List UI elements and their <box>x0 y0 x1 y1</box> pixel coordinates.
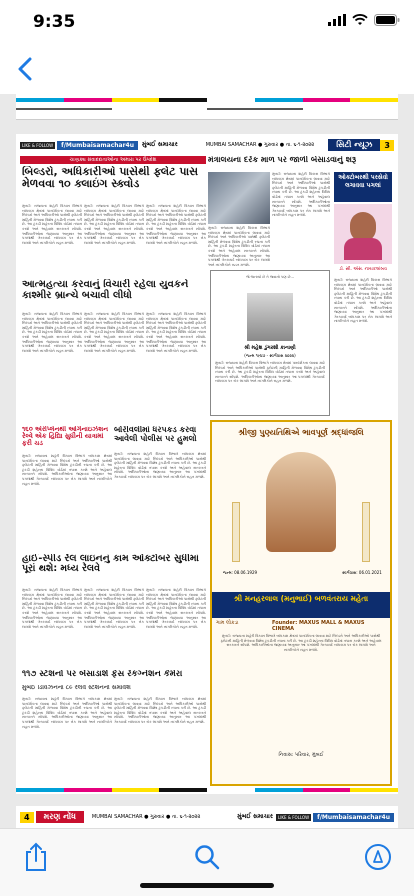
facebook-icon: f <box>317 813 320 821</box>
paper-name: મુંબઈ સમાચાર <box>142 141 178 148</box>
obituary-dates: (જન્મ ૧૯૪૭ - સ્વર્ગવાસ ૨૦૨૨) <box>244 353 296 358</box>
obituary-box <box>210 270 330 416</box>
article-text: મુંબઈ: રાજ્યના શહેરી વિકાસ વિભાગે બાંધકામ ક્ષેત્રમાં પારદર્શકતા લાવવા માટે બિલ્ડરો અને અધિકારીઓ પાસેથી ફ્લેટની માહિતી મેળવવા વિશેષ ટુકડીની રચના કરી છે. આ ટુકડી શહેરના વિવિધ વોર્ડમાં તપાસ કરશે અને અહેવાલ સરકારને સોંપશે. અધિકારીઓના જણાવ્યા અનુસાર આ પગલાંથી ગેરકાયદે બાંધકામ પર રોક લાગશે અને નાગરિકોને રાહત મળશે. <box>22 454 112 486</box>
news-photo <box>208 172 270 224</box>
article-text: મુંબઈ: રાજ્યના શહેરી વિકાસ વિભાગે બાંધકામ ક્ષેત્રમાં પારદર્શકતા લાવવા માટે બિલ્ડરો અને અધિકારીઓ પાસેથી ફ્લેટની માહિતી મેળવવા વિશેષ ટુકડીની રચના કરી છે. આ ટુકડી શહેરના વિવિધ વોર્ડમાં તપાસ કરશે અને અહેવાલ સરકારને સોંપશે. અધિકારીઓના જણાવ્યા અનુસાર આ પગલાંથી ગેરકાયદે બાંધકામ પર રોક લાગશે અને નાગરિકોને રાહત મળશે. <box>114 452 206 479</box>
status-time: 9:35 <box>33 12 76 32</box>
tribute-left-date: જન્મ: 08.06.1929 <box>222 570 258 575</box>
bottom-toolbar <box>0 828 414 896</box>
section-title: સિટી ન્યૂઝ <box>328 139 380 151</box>
back-button[interactable] <box>8 52 42 86</box>
like-follow-label: LIKE & FOLLOW <box>22 142 54 148</box>
nav-bar <box>0 44 414 94</box>
obituary-name: શ્રી મહેશ ડુંગરશી કાનાણી <box>244 345 296 351</box>
candle-left <box>232 502 240 562</box>
chevron-left-icon <box>18 57 32 81</box>
article-text: મુંબઈ: રાજ્યના શહેરી વિકાસ વિભાગે બાંધકામ ક્ષેત્રમાં પારદર્શકતા લાવવા માટે બિલ્ડરો અને અધિકારીઓ પાસેથી ફ્લેટની માહિતી મેળવવા વિશેષ ટુકડીની રચના કરી છે. આ ટુકડી શહેરના વિવિધ વોર્ડમાં તપાસ કરશે અને અહેવાલ સરકારને સોંપશે. અધિકારીઓના જણાવ્યા અનુસાર આ પગલાંથી ગેરકાયદે બાંધકામ પર રોક લાગશે અને નાગરિકોને રાહત મળશે. <box>84 204 144 245</box>
search-button[interactable] <box>189 839 225 875</box>
markup-pen-icon <box>364 843 392 871</box>
newspaper-page-4 <box>16 806 398 828</box>
page4-section: મરણ નોંધ <box>36 811 84 823</box>
document-viewer[interactable] <box>0 94 414 828</box>
headline-6: મંત્રાલયના દરેક માળ પર જાળી બેસાડવાનું શરૂ <box>208 156 357 164</box>
article-text: મુંબઈ: રાજ્યના શહેરી વિકાસ વિભાગે બાંધકામ ક્ષેત્રમાં પારદર્શકતા લાવવા માટે બિલ્ડરો અને અધિકારીઓ પાસેથી ફ્લેટની માહિતી મેળવવા વિશેષ ટુકડીની રચના કરી છે. આ ટુકડી શહેરના વિવિધ વોર્ડમાં તપાસ કરશે અને અહેવાલ સરકારને સોંપશે. અધિકારીઓના જણાવ્યા અનુસાર આ પગલાંથી ગેરકાયદે બાંધકામ પર રોક લાગશે અને નાગરિકોને રાહત મળશે. <box>146 204 206 245</box>
page4-header <box>20 810 394 824</box>
registration-bar <box>16 98 398 102</box>
headline-5-sub: મુંબઈ ડિવિઝનના ૮૯ રેલવે સ્ટેશનનો સમાવેશ <box>22 685 131 691</box>
tribute-text: મુંબઈ: રાજ્યના શહેરી વિકાસ વિભાગે બાંધકામ ક્ષેત્રમાં પારદર્શકતા લાવવા માટે બિલ્ડરો અને અધિકારીઓ પાસેથી ફ્લેટની માહિતી મેળવવા વિશેષ ટુકડીની રચના કરી છે. આ ટુકડી શહેરના વિવિધ વોર્ડમાં તપાસ કરશે અને અહેવાલ સરકારને સોંપશે. અધિકારીઓના જણાવ્યા અનુસાર આ પગલાંથી ગેરકાયદે બાંધકામ પર રોક લાગશે અને નાગરિકોને રાહત મળશે. <box>220 634 382 652</box>
tribute-advertisement <box>210 420 392 786</box>
page4-header-date: MUMBAI SAMACHAR ● ગુરુવાર ● તા. ૬-૧-૨૦૨૨ <box>91 814 201 820</box>
headline-5: ૧૧૭ સ્ટેશનો પર બેસાડાશે ફેસ રેકગ્નેશન કેમેરા <box>22 670 183 679</box>
headline-4: હાઈ-સ્પીડ રેલ લાઇનનું કામ ઓક્ટોબર સુધીમાં પૂરાં થશે: મધ્ય રેલવે <box>22 554 199 575</box>
headline-7: બોરીવલીમાં ધરપકડ કરવા આવેલી પોલીસ પર હુમલો <box>114 426 197 443</box>
tribute-portrait <box>266 452 336 552</box>
headline-1: બિલ્ડરો, અધિકારીઓ પાસેથી ફ્લેટ પાસ મેળવવા ૧૦ ક્લાઇંગ સ્ક્વોડ <box>22 166 199 191</box>
article-text: મુંબઈ: રાજ્યના શહેરી વિકાસ વિભાગે બાંધકામ ક્ષેત્રમાં પારદર્શકતા લાવવા માટે બિલ્ડરો અને અધિકારીઓ પાસેથી ફ્લેટની માહિતી મેળવવા વિશેષ ટુકડીની રચના કરી છે. આ ટુકડી શહેરના વિવિધ વોર્ડમાં તપાસ કરશે અને અહેવાલ સરકારને સોંપશે. અધિકારીઓના જણાવ્યા અનુસાર આ પગલાંથી ગેરકાયદે બાંધકામ પર રોક લાગશે અને નાગરિકોને રાહત મળશે. <box>22 204 82 245</box>
tribute-village: ગામ લોકડા <box>216 620 239 626</box>
registration-bar-bottom <box>16 788 398 792</box>
facebook-handle: f/Mumbaisamachar4u <box>57 141 138 150</box>
headline-3: ૧૬૦ એરોપ્લેનથી ઓર્ગેનાઇઝેશન રેલ્વે એક હિંદ્યિા સુધીની યાત્રામાં ફરી ચડ <box>22 426 109 448</box>
page4-number: 4 <box>20 812 34 823</box>
obituary-text: મુંબઈ: રાજ્યના શહેરી વિકાસ વિભાગે બાંધકામ ક્ષેત્રમાં પારદર્શકતા લાવવા માટે બિલ્ડરો અને અધિકારીઓ પાસેથી ફ્લેટની માહિતી મેળવવા વિશેષ ટુકડીની રચના કરી છે. આ ટુકડી શહેરના વિવિધ વોર્ડમાં તપાસ કરશે અને અહેવાલ સરકારને સોંપશે. અધિકારીઓના જણાવ્યા અનુસાર આ પગલાંથી ગેરકાયદે બાંધકામ પર રોક લાગશે અને નાગરિકોને રાહત મળશે. <box>215 361 325 384</box>
tribute-footer: નિવાસ: પરિવાર, મુંબઈ <box>278 752 324 758</box>
page4-paper-name: મુંબઈ સમાચાર <box>237 813 273 820</box>
share-icon <box>24 842 48 872</box>
previous-page-fragment <box>16 94 398 120</box>
tribute-right-date: સ્વર્ગવાસ: 06.01.2021 <box>342 570 382 575</box>
article-text: મુંબઈ: રાજ્યના શહેરી વિકાસ વિભાગે બાંધકામ ક્ષેત્રમાં પારદર્શકતા લાવવા માટે બિલ્ડરો અને અધિકારીઓ પાસેથી ફ્લેટની માહિતી મેળવવા વિશેષ ટુકડીની રચના કરી છે. આ ટુકડી શહેરના વિવિધ વોર્ડમાં તપાસ કરશે અને અહેવાલ સરકારને સોંપશે. અધિકારીઓના જણાવ્યા અનુસાર આ પગલાંથી ગેરકાયદે બાંધકામ પર રોક લાગશે અને નાગરિકોને રાહત મળશે. <box>272 172 330 218</box>
search-icon <box>194 844 220 870</box>
tribute-title: શ્રીજી પુણ્યતિથિએ ભાવપૂર્ણ શ્રદ્ધાંજલિ <box>238 428 364 437</box>
article-text: મુંબઈ: રાજ્યના શહેરી વિકાસ વિભાગે બાંધકામ ક્ષેત્રમાં પારદર્શકતા લાવવા માટે બિલ્ડરો અને અધિકારીઓ પાસેથી ફ્લેટની માહિતી મેળવવા વિશેષ ટુકડીની રચના કરી છે. આ ટુકડી શહેરના વિવિધ વોર્ડમાં તપાસ કરશે અને અહેવાલ સરકારને સોંપશે. અધિકારીઓના જણાવ્યા અનુસાર આ પગલાંથી ગેરકાયદે બાંધકામ પર રોક લાગશે અને નાગરિકોને રાહત મળશે. <box>208 226 270 266</box>
headline-2: આત્મહત્યા કરવાનું વિચારી રહેલા યુવકને કાશ્મીર બ્રાન્ચે બચાવી લીધો <box>22 279 189 301</box>
article-text: મુંબઈ: રાજ્યના શહેરી વિકાસ વિભાગે બાંધકામ ક્ષેત્રમાં પારદર્શકતા લાવવા માટે બિલ્ડરો અને અધિકારીઓ પાસેથી ફ્લેટની માહિતી મેળવવા વિશેષ ટુકડીની રચના કરી છે. આ ટુકડી શહેરના વિવિધ વોર્ડમાં તપાસ કરશે અને અહેવાલ સરકારને સોંપશે. અધિકારીઓના જણાવ્યા અનુસાર આ પગલાંથી ગેરકાયદે બાંધકામ પર રોક લાગશે અને નાગરિકોને રાહત મળશે. <box>146 588 206 629</box>
article-text: મુંબઈ: રાજ્યના શહેરી વિકાસ વિભાગે બાંધકામ ક્ષેત્રમાં પારદર્શકતા લાવવા માટે બિલ્ડરો અને અધિકારીઓ પાસેથી ફ્લેટની માહિતી મેળવવા વિશેષ ટુકડીની રચના કરી છે. આ ટુકડી શહેરના વિવિધ વોર્ડમાં તપાસ કરશે અને અહેવાલ સરકારને સોંપશે. અધિકારીઓના જણાવ્યા અનુસાર આ પગલાંથી ગેરકાયદે બાંધકામ પર રોક લાગશે અને નાગરિકોને રાહત મળશે. <box>84 588 144 629</box>
home-indicator <box>140 883 274 888</box>
article-text: મુંબઈ: રાજ્યના શહેરી વિકાસ વિભાગે બાંધકામ ક્ષેત્રમાં પારદર્શકતા લાવવા માટે બિલ્ડરો અને અધિકારીઓ પાસેથી ફ્લેટની માહિતી મેળવવા વિશેષ ટુકડીની રચના કરી છે. આ ટુકડી શહેરના વિવિધ વોર્ડમાં તપાસ કરશે અને અહેવાલ સરકારને સોંપશે. અધિકારીઓના જણાવ્યા અનુસાર આ પગલાંથી ગેરકાયદે બાંધકામ પર રોક લાગશે અને નાગરિકોને રાહત મળશે. <box>114 697 206 724</box>
obituary-intro: જે જન્મ્યો છે તે જવાનો પણ છે... <box>246 275 294 279</box>
side-portrait <box>334 204 392 264</box>
wifi-icon <box>352 14 368 26</box>
tribute-name: શ્રી મનહરલાલ (મનુભાઈ) બળવંતરાય મહેતા <box>212 592 390 618</box>
candle-right <box>362 502 370 562</box>
page-number: 3 <box>380 140 394 151</box>
side-box: ઓક્ટોબરથી પરસેવો લગાવવા પગલાં <box>334 172 392 202</box>
page4-facebook-handle: f/Mumbaisamachar4u <box>313 813 394 822</box>
article-text: મુંબઈ: રાજ્યના શહેરી વિકાસ વિભાગે બાંધકામ ક્ષેત્રમાં પારદર્શકતા લાવવા માટે બિલ્ડરો અને અધિકારીઓ પાસેથી ફ્લેટની માહિતી મેળવવા વિશેષ ટુકડીની રચના કરી છે. આ ટુકડી શહેરના વિવિધ વોર્ડમાં તપાસ કરશે અને અહેવાલ સરકારને સોંપશે. અધિકારીઓના જણાવ્યા અનુસાર આ પગલાંથી ગેરકાયદે બાંધકામ પર રોક લાગશે અને નાગરિકોને રાહત મળશે. <box>146 312 206 353</box>
article-text: મુંબઈ: રાજ્યના શહેરી વિકાસ વિભાગે બાંધકામ ક્ષેત્રમાં પારદર્શકતા લાવવા માટે બિલ્ડરો અને અધિકારીઓ પાસેથી ફ્લેટની માહિતી મેળવવા વિશેષ ટુકડીની રચના કરી છે. આ ટુકડી શહેરના વિવિધ વોર્ડમાં તપાસ કરશે અને અહેવાલ સરકારને સોંપશે. અધિકારીઓના જણાવ્યા અનુસાર આ પગલાંથી ગેરકાયદે બાંધકામ પર રોક લાગશે અને નાગરિકોને રાહત મળશે. <box>334 278 392 324</box>
page4-like-follow: LIKE & FOLLOW <box>277 814 310 820</box>
status-bar <box>0 0 414 44</box>
article-text: મુંબઈ: રાજ્યના શહેરી વિકાસ વિભાગે બાંધકામ ક્ષેત્રમાં પારદર્શકતા લાવવા માટે બિલ્ડરો અને અધિકારીઓ પાસેથી ફ્લેટની માહિતી મેળવવા વિશેષ ટુકડીની રચના કરી છે. આ ટુકડી શહેરના વિવિધ વોર્ડમાં તપાસ કરશે અને અહેવાલ સરકારને સોંપશે. અધિકારીઓના જણાવ્યા અનુસાર આ પગલાંથી ગેરકાયદે બાંધકામ પર રોક લાગશે અને નાગરિકોને રાહત મળશે. <box>84 312 144 353</box>
facebook-icon: f <box>61 141 64 149</box>
article-text: મુંબઈ: રાજ્યના શહેરી વિકાસ વિભાગે બાંધકામ ક્ષેત્રમાં પારદર્શકતા લાવવા માટે બિલ્ડરો અને અધિકારીઓ પાસેથી ફ્લેટની માહિતી મેળવવા વિશેષ ટુકડીની રચના કરી છે. આ ટુકડી શહેરના વિવિધ વોર્ડમાં તપાસ કરશે અને અહેવાલ સરકારને સોંપશે. અધિકારીઓના જણાવ્યા અનુસાર આ પગલાંથી ગેરકાયદે બાંધકામ પર રોક લાગશે અને નાગરિકોને રાહત મળશે. <box>22 312 82 353</box>
battery-icon <box>374 14 400 26</box>
article-text: મુંબઈ: રાજ્યના શહેરી વિકાસ વિભાગે બાંધકામ ક્ષેત્રમાં પારદર્શકતા લાવવા માટે બિલ્ડરો અને અધિકારીઓ પાસેથી ફ્લેટની માહિતી મેળવવા વિશેષ ટુકડીની રચના કરી છે. આ ટુકડી શહેરના વિવિધ વોર્ડમાં તપાસ કરશે અને અહેવાલ સરકારને સોંપશે. અધિકારીઓના જણાવ્યા અનુસાર આ પગલાંથી ગેરકાયદે બાંધકામ પર રોક લાગશે અને નાગરિકોને રાહત મળશે. <box>22 588 82 629</box>
header-date: MUMBAI SAMACHAR ● ગુરુવાર ● તા. ૬-૧-૨૦૨૨ <box>205 142 315 148</box>
news-strip: ચાણક્ય સંવાદદાતાઓના અમારા પર ઉપદેશ <box>20 156 206 164</box>
status-icons <box>328 14 400 26</box>
page-header <box>20 138 394 152</box>
side-caption: ડૉ. સી. એસ. નાયકલાંબવ <box>339 267 387 272</box>
newspaper-page-3 <box>16 134 398 794</box>
obituary-photo <box>247 293 293 341</box>
article-text: મુંબઈ: રાજ્યના શહેરી વિકાસ વિભાગે બાંધકામ ક્ષેત્રમાં પારદર્શકતા લાવવા માટે બિલ્ડરો અને અધિકારીઓ પાસેથી ફ્લેટની માહિતી મેળવવા વિશેષ ટુકડીની રચના કરી છે. આ ટુકડી શહેરના વિવિધ વોર્ડમાં તપાસ કરશે અને અહેવાલ સરકારને સોંપશે. અધિકારીઓના જણાવ્યા અનુસાર આ પગલાંથી ગેરકાયદે બાંધકામ પર રોક લાગશે અને નાગરિકોને રાહત મળશે. <box>22 697 112 729</box>
share-button[interactable] <box>18 839 54 875</box>
registration-bar-thin <box>16 108 398 110</box>
cellular-signal-icon <box>328 14 346 26</box>
tribute-founder: Founder: MAXUS MALL & MAXUS CINEMA <box>272 620 365 632</box>
markup-button[interactable] <box>360 839 396 875</box>
